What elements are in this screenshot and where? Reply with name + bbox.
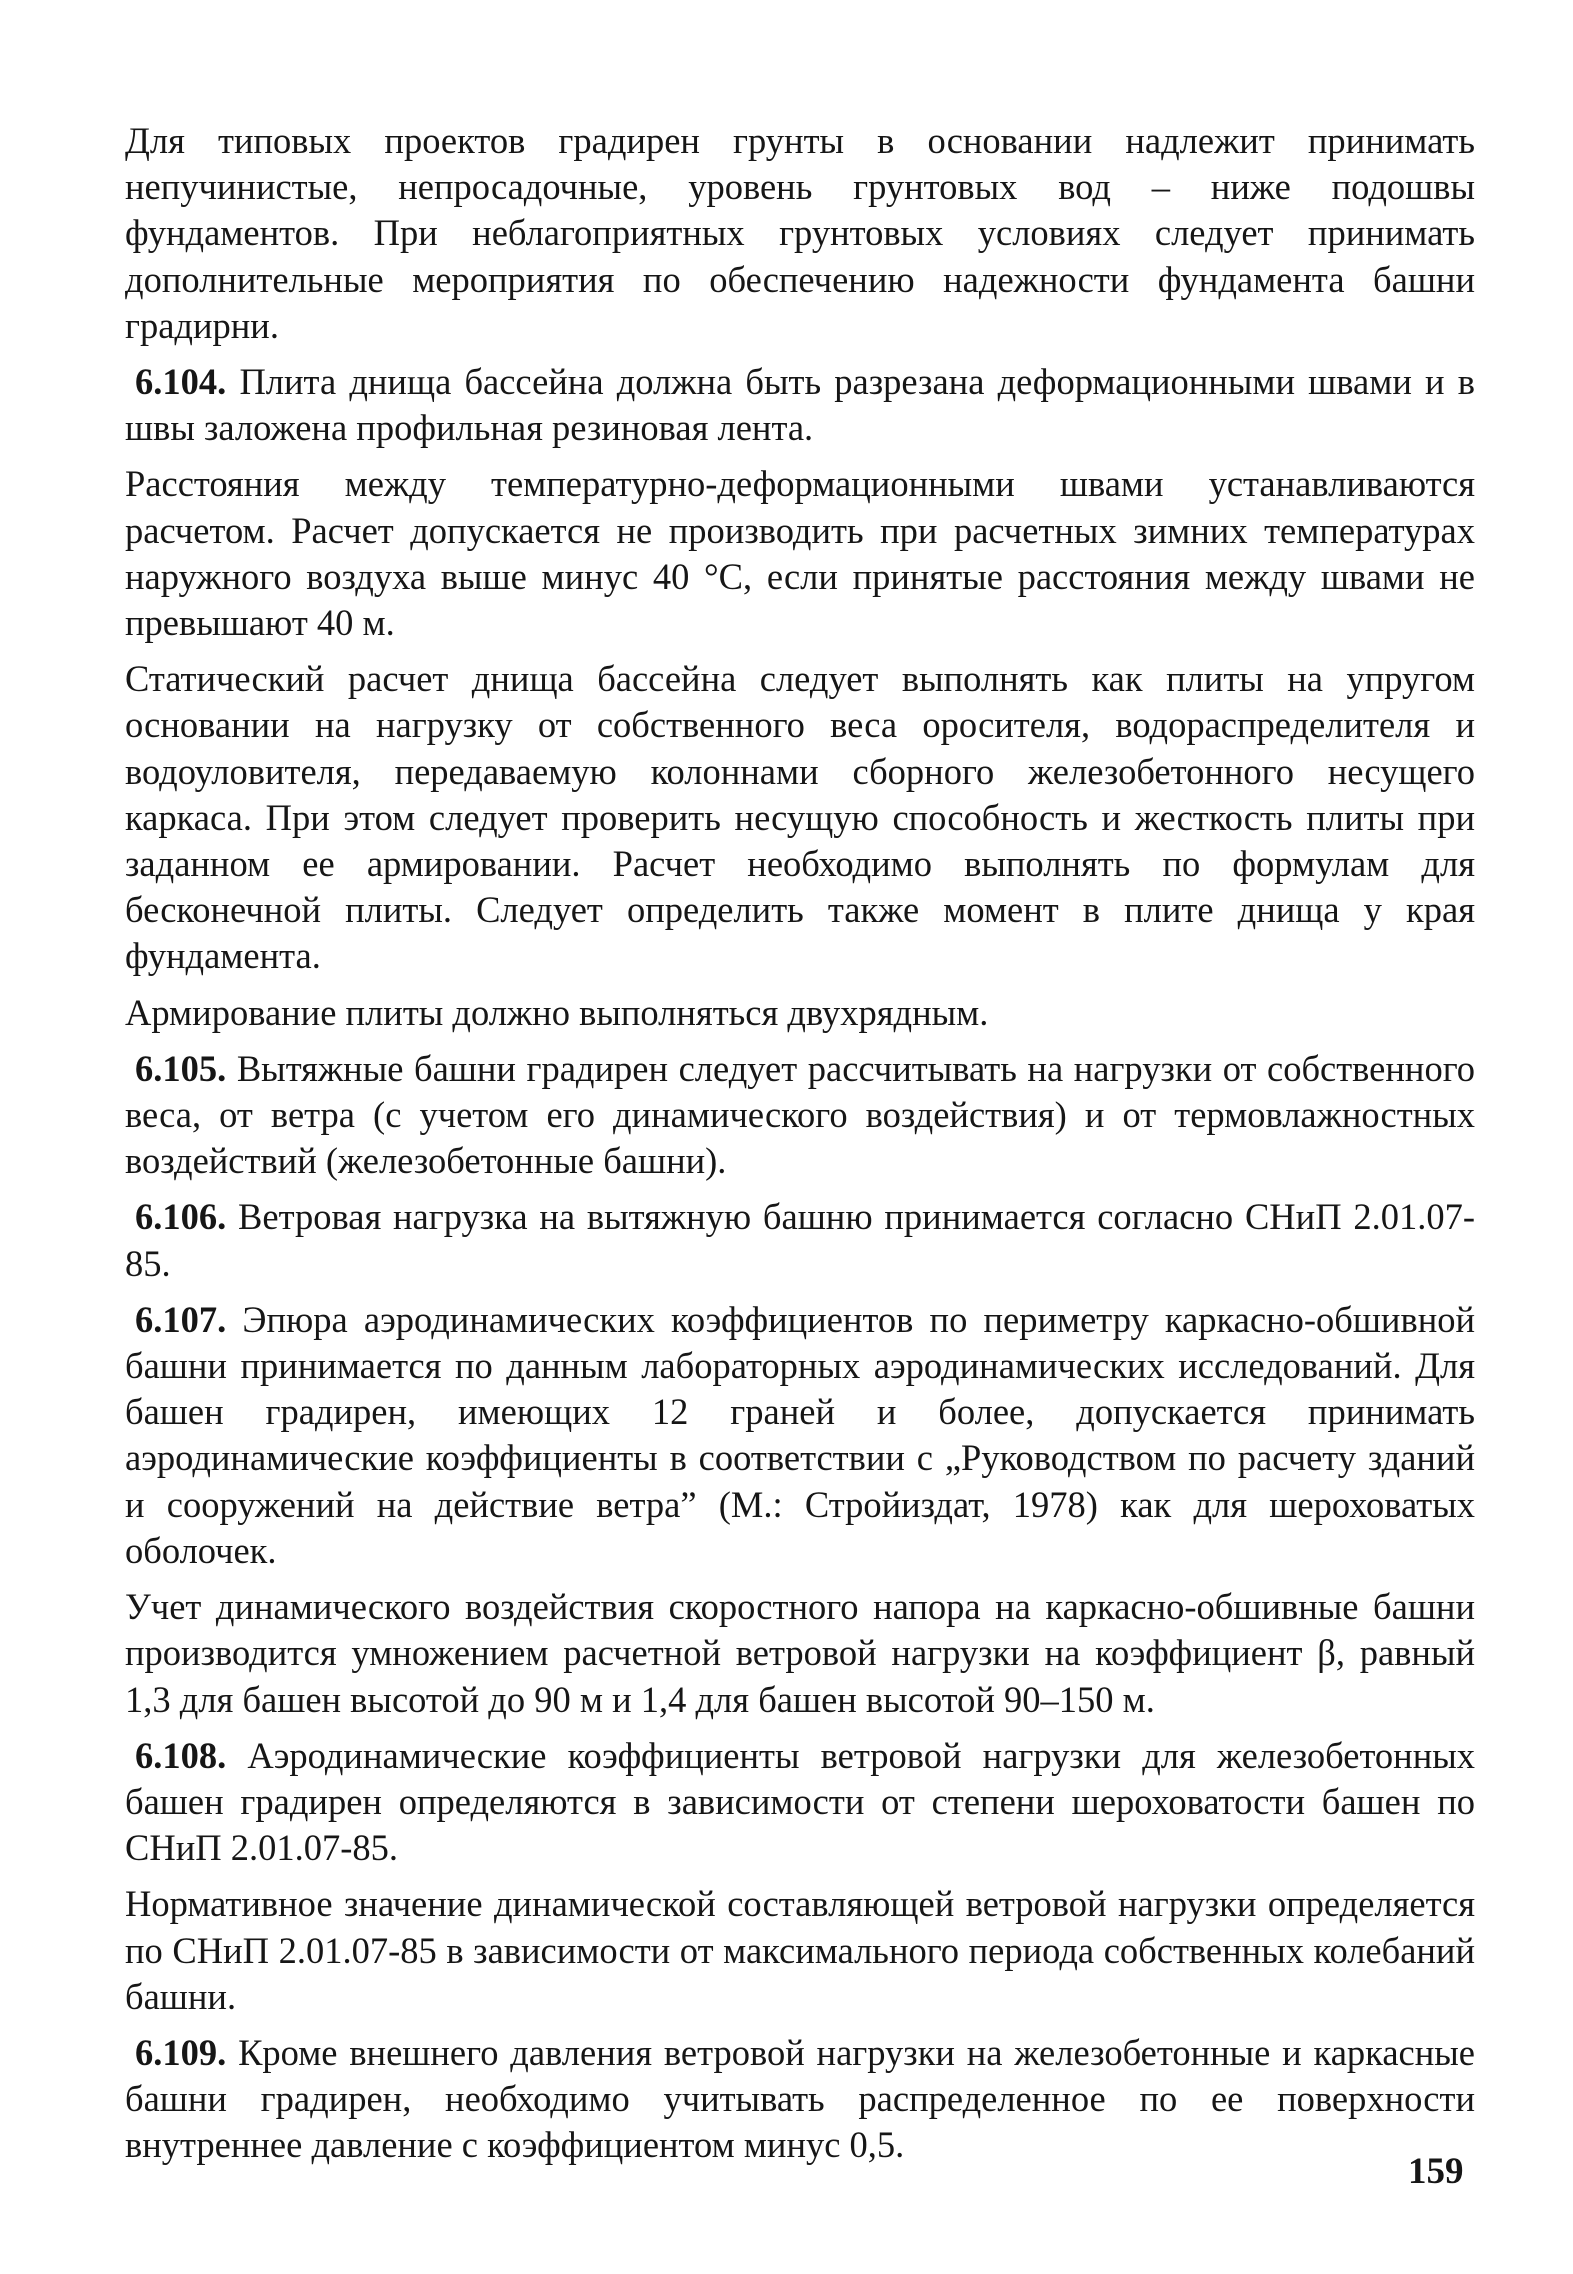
paragraph-soils bbox=[125, 118, 1475, 349]
clause-text: Кроме внешнего давления ветровой нагрузки на железобетонные и каркасные башни градирен, необходимо учитывать распределенное по ее поверхности внутреннее давление с коэффициентом минус 0,5. bbox=[125, 2031, 1475, 2166]
paragraph-text: Для типовых проектов градирен грунты в основании надлежит принимать непучинистые, непросадочные, уровень грунтовых вод – ниже подошвы фундаментов. При неблагоприятных грунтовых условиях следует принимать дополнительные мероприятия по обеспечению надежности фундамента башни градирни. bbox=[125, 120, 1475, 346]
clause-number: 6.106. bbox=[135, 1196, 227, 1238]
clause-6-108 bbox=[125, 1733, 1475, 1872]
clause-6-105 bbox=[125, 1046, 1475, 1185]
paragraph-joint-spacing bbox=[125, 461, 1475, 646]
clause-text: Ветровая нагрузка на вытяжную башню принимается согласно СНиП 2.01.07-85. bbox=[125, 1196, 1476, 1284]
clause-6-107 bbox=[125, 1297, 1475, 1574]
clause-number: 6.109. bbox=[135, 2031, 227, 2073]
clause-text: Аэродинамические коэффициенты ветровой нагрузки для железобетонных башен градирен определяются в зависимости от степени шероховатости башен по СНиП 2.01.07-85. bbox=[125, 1734, 1476, 1869]
paragraph-static-calculation bbox=[125, 656, 1475, 979]
paragraph-text: Расстояния между температурно-деформационными швами устанавливаются расчетом. Расчет допускается не производить при расчетных зимних температурах наружного воздуха выше минус 40 °С, если принятые расстояния между швами не превышают 40 м. bbox=[125, 463, 1475, 644]
clause-number: 6.105. bbox=[135, 1047, 227, 1089]
paragraph-text: Учет динамического воздействия скоростного напора на каркасно-обшивные башни производится умножением расчетной ветровой нагрузки на коэффициент β, равный 1,3 для башен высотой до 90 м и 1,4 для башен высотой 90–150 м. bbox=[125, 1586, 1475, 1720]
clause-text: Вытяжные башни градирен следует рассчитывать на нагрузки от собственного веса, от ветра (с учетом его динамического воздействия) и от термовлажностных воздействий (железобетонные башни). bbox=[125, 1047, 1476, 1182]
clause-text: Плита днища бассейна должна быть разрезана деформационными швами и в швы заложена профильная резиновая лента. bbox=[125, 361, 1476, 449]
clause-6-106 bbox=[125, 1194, 1475, 1286]
paragraph-text: Нормативное значение динамической составляющей ветровой нагрузки определяется по СНиП 2.01.07-85 в зависимости от максимального периода собственных колебаний башни. bbox=[125, 1883, 1475, 2017]
page-number: 159 bbox=[1408, 2151, 1464, 2192]
paragraph-dynamic-effect bbox=[125, 1584, 1475, 1723]
paragraph-text: Армирование плиты должно выполняться двухрядным. bbox=[125, 991, 989, 1033]
clause-text: Эпюра аэродинамических коэффициентов по периметру каркасно-обшивной башни принимается по данным лабораторных аэродинамических исследований. Для башен градирен, имеющих 12 граней и более, допускается принимать аэродинамические коэффициенты в соответствии с „Руководством по расчету зданий и сооружений на действие ветра” (М.: Стройиздат, 1978) как для шероховатых оболочек. bbox=[125, 1298, 1476, 1571]
clause-6-104 bbox=[125, 359, 1475, 451]
clause-number: 6.104. bbox=[135, 361, 227, 403]
paragraph-text: Статический расчет днища бассейна следует выполнять как плиты на упругом основании на нагрузку от собственного веса оросителя, водораспределителя и водоуловителя, передаваемую колоннами сборного железобетонного несущего каркаса. При этом следует проверить несущую способность и жесткость плиты при заданном ее армировании. Расчет необходимо выполнять по формулам для бесконечной плиты. Следует определить также момент в плите днища у края фундамента. bbox=[125, 658, 1475, 977]
page-body bbox=[125, 118, 1475, 2179]
paragraph-normative-value bbox=[125, 1881, 1475, 2020]
clause-6-109 bbox=[125, 2030, 1475, 2169]
paragraph-reinforcement bbox=[125, 990, 1475, 1036]
clause-number: 6.107. bbox=[135, 1298, 227, 1340]
clause-number: 6.108. bbox=[135, 1734, 227, 1776]
